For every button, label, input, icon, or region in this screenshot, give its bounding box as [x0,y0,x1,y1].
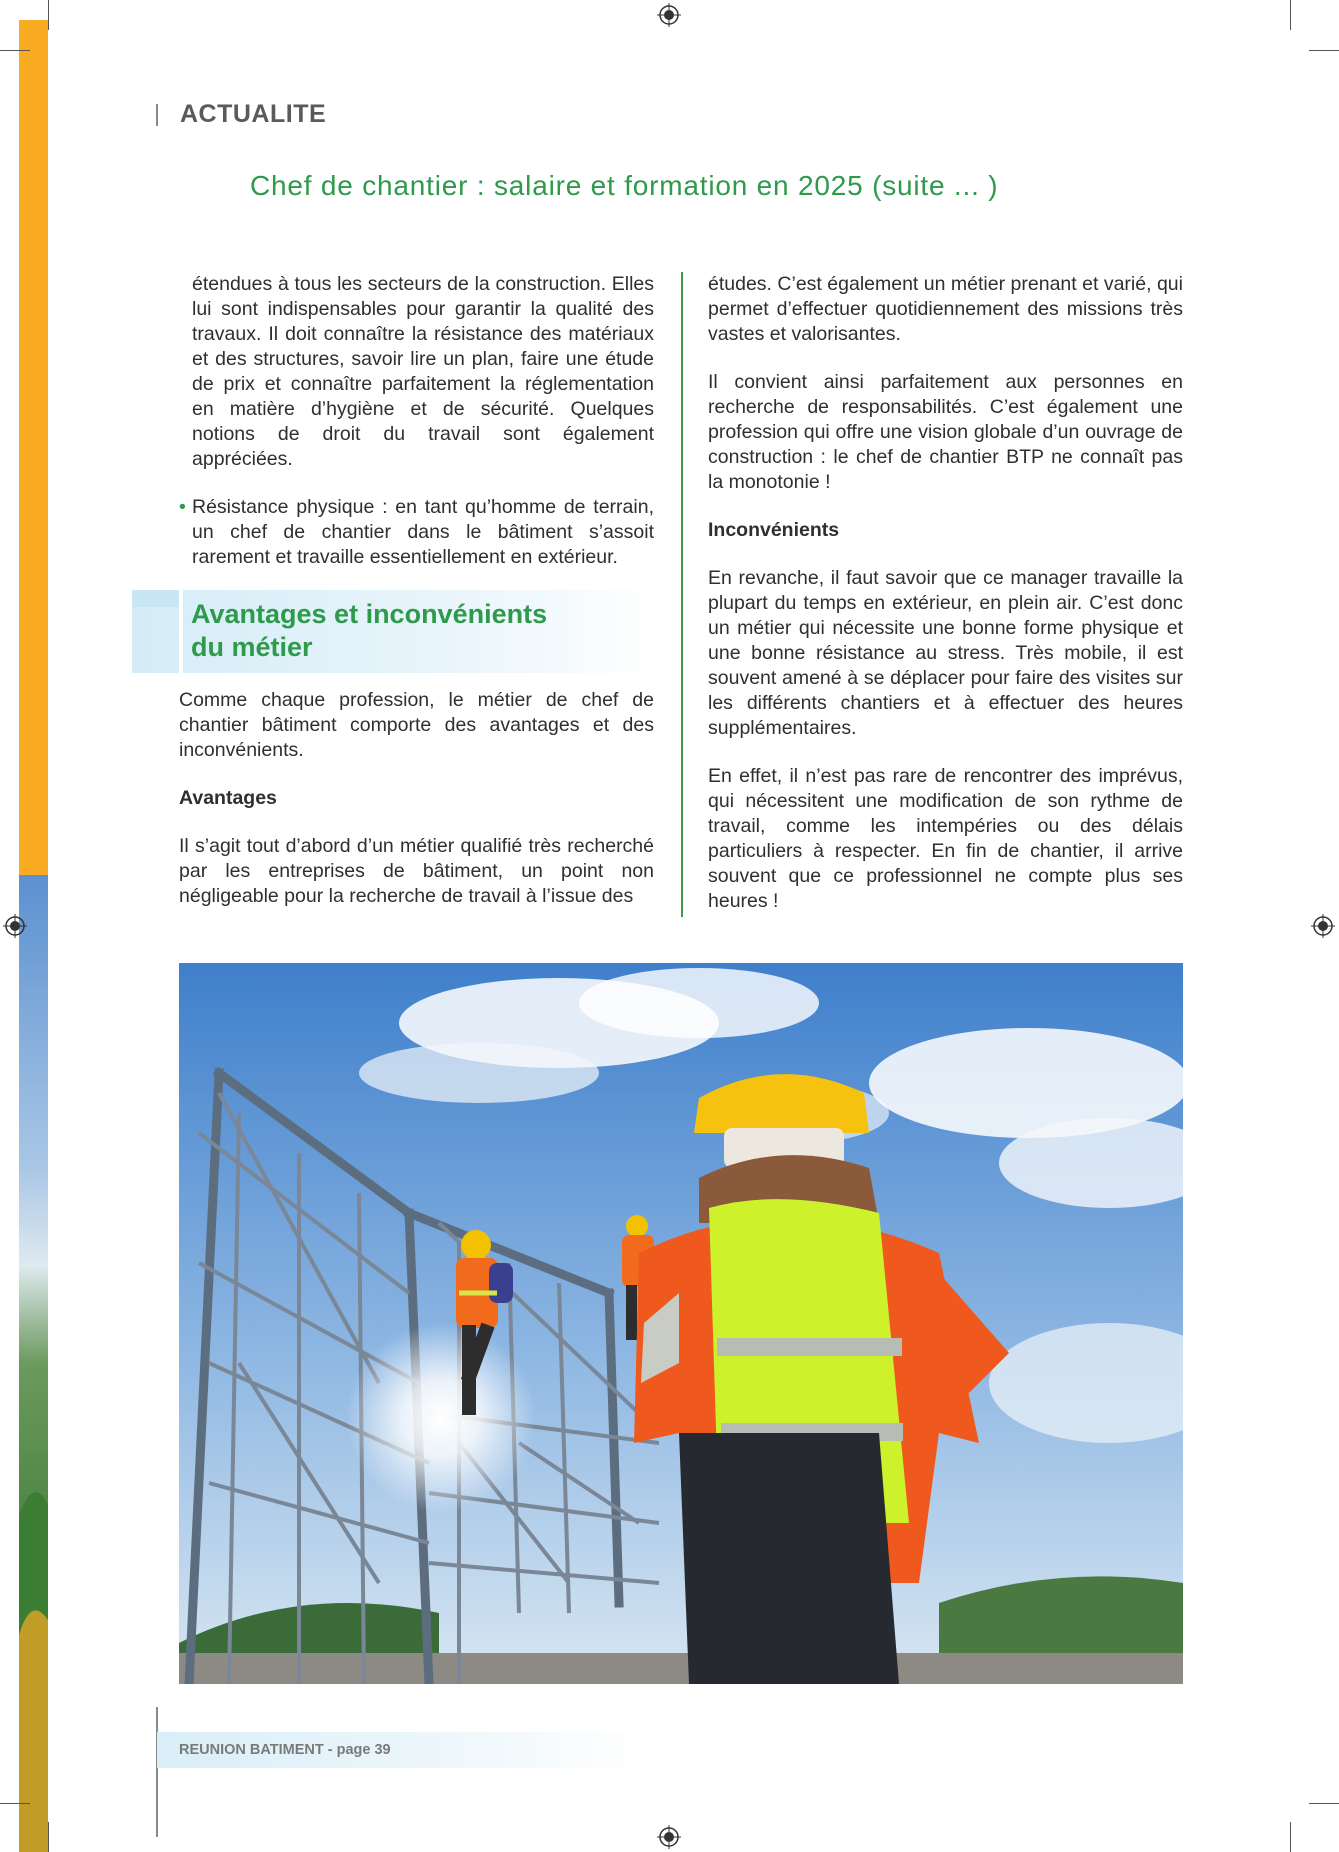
paragraph: études. C’est également un métier prenant et varié, qui permet d’effectuer quotidiennement des missions très vastes et valorisantes. [708,273,1183,345]
section-heading [191,598,651,664]
paragraph: En revanche, il faut savoir que ce manager travaille la plupart du temps en extérieur, en plein air. C’est donc un métier qui nécessite une bonne forme physique et une bonne résistance au stress. Très mobile, il est souvent amené à se déplacer pour faire des visites sur les différents chantiers et à effectuer des heures supplémentaires. [708,567,1183,739]
paragraph: Il convient ainsi parfaitement aux personnes en recherche de responsabilités. C’est également une profession qui offre une vision globale d’un ouvrage de construction : le chef de chantier BTP ne connaît pas la monotonie ! [708,371,1183,493]
paragraph: Il s’agit tout d’abord d’un métier qualifié très recherché par les entreprises de bâtiment, un point non négligeable pour la recherche de travail à l’issue des [179,835,654,907]
footer-page-info: REUNION BATIMENT - page 39 [179,1742,391,1758]
right-column [708,272,1183,937]
crop-mark [48,0,49,30]
paragraph: étendues à tous les secteurs de la construction. Elles lui sont indispensables pour garantir la qualité des travaux. Il doit connaître la résistance des matériaux et des structures, savoir lire un plan, faire une étude de prix et connaître parfaitement la réglementation en matière d’hygiène et de sécurité. Quelques notions de droit du travail sont également appréciées. [192,273,654,470]
crop-mark [1309,50,1339,51]
left-column-lower [179,688,654,932]
bullet-item [179,495,654,570]
crop-mark [0,50,30,51]
crop-mark [1309,1803,1339,1804]
edge-strip-orange [19,20,48,875]
section-heading-tab [132,590,180,607]
article-title: Chef de chantier : salaire et formation en 2025 (suite ... ) [250,170,999,201]
crop-mark [48,1822,49,1852]
section-marker [156,104,158,126]
registration-mark-icon [1311,914,1335,938]
construction-site-photo [179,963,1183,1684]
footer-marker [156,1707,158,1837]
paragraph: Comme chaque profession, le métier de chef de chantier bâtiment comporte des avantages et des inconvénients. [179,689,654,761]
section-label: ACTUALITE [180,100,327,128]
section-heading-bar [179,590,183,673]
section-heading-line: Avantages et inconvénients [191,599,548,629]
bullet-text: Résistance physique : en tant qu’homme de terrain, un chef de chantier dans le bâtiment s’assoit rarement et travaille essentiellement en extérieur. [192,496,654,568]
crop-mark [1290,1822,1291,1852]
registration-mark-icon [657,1825,681,1849]
registration-mark-icon [3,914,27,938]
crop-mark [1290,0,1291,30]
section-heading-line: du métier [191,632,313,662]
paragraph: En effet, il n’est pas rare de rencontrer des imprévus, qui nécessitent une modification de son rythme de travail, comme les intempéries ou des délais particuliers à respecter. En fin de chantier, il arrive souvent que ce professionnel ne compte plus ses heures ! [708,765,1183,912]
left-column [179,272,654,593]
subheading-advantages: Avantages [179,787,277,809]
edge-strip-photo [19,875,48,1852]
subheading-disadvantages: Inconvénients [708,519,840,541]
bullet-dot: • [179,496,186,518]
registration-mark-icon [657,3,681,27]
crop-mark [0,1803,30,1804]
column-divider [681,272,683,917]
